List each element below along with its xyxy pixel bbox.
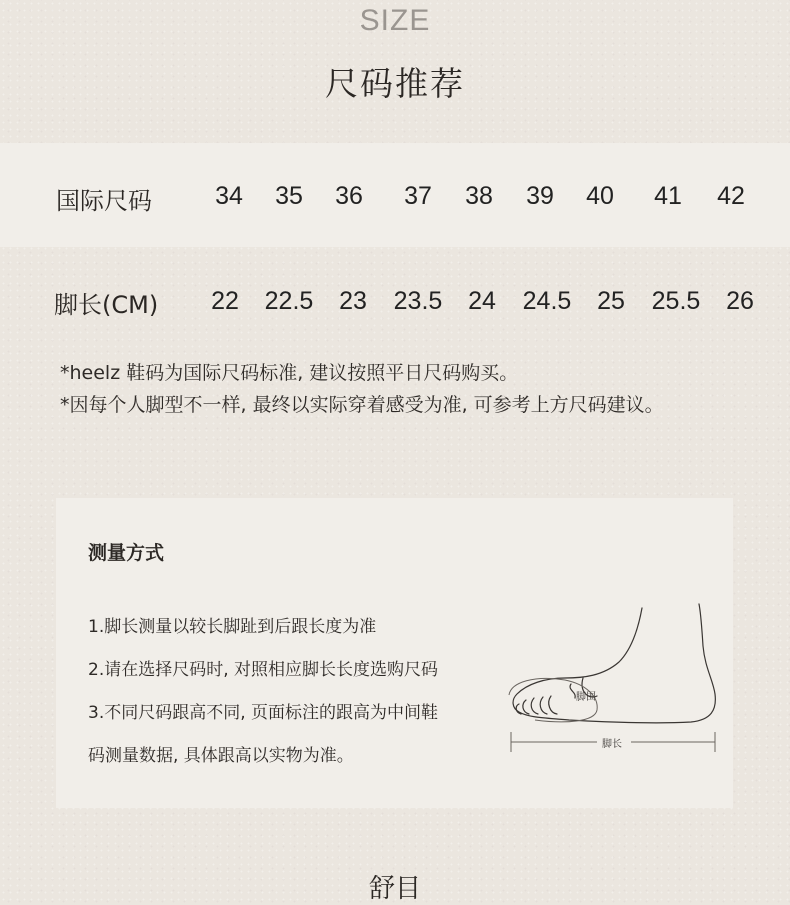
intl-size-cell: 34 <box>215 182 243 210</box>
intl-size-cell: 39 <box>526 182 554 210</box>
size-heading: SIZE <box>359 4 431 37</box>
foot-length-cell: 25 <box>597 287 625 315</box>
measure-step: 码测量数据, 具体跟高以实物为准。 <box>88 746 354 766</box>
foot-length-cell: 22 <box>211 287 239 315</box>
intl-size-cell: 37 <box>404 182 432 210</box>
size-note: *heelz 鞋码为国际尺码标准, 建议按照平日尺码购买。 <box>60 362 519 384</box>
intl-size-cell: 40 <box>586 182 614 210</box>
foot-diagram <box>505 600 725 764</box>
foot-length-label: 脚长(CM) <box>54 291 159 319</box>
intl-size-cell: 42 <box>717 182 745 210</box>
measure-title: 测量方式 <box>88 542 165 564</box>
foot-length-cell: 25.5 <box>651 287 701 315</box>
girth-label: 脚围 <box>576 692 596 703</box>
intl-size-cell: 36 <box>335 182 363 210</box>
foot-length-cell: 26 <box>726 287 754 315</box>
measure-step: 3.不同尺码跟高不同, 页面标注的跟高为中间鞋 <box>88 703 439 723</box>
intl-size-cell: 41 <box>654 182 682 210</box>
foot-length-cell: 23 <box>339 287 367 315</box>
intl-size-label: 国际尺码 <box>56 187 152 215</box>
foot-length-cell: 22.5 <box>264 287 314 315</box>
intl-size-cell: 38 <box>465 182 493 210</box>
page-title: 尺码推荐 <box>325 64 465 103</box>
foot-length-cell: 24.5 <box>522 287 572 315</box>
intl-size-cell: 35 <box>275 182 303 210</box>
foot-length-cell: 23.5 <box>393 287 443 315</box>
foot-length-cell: 24 <box>468 287 496 315</box>
measure-step: 1.脚长测量以较长脚趾到后跟长度为准 <box>88 617 377 637</box>
length-label: 脚长 <box>602 739 622 750</box>
fit-note: *因每个人脚型不一样, 最终以实际穿着感受为准, 可参考上方尺码建议。 <box>60 394 664 416</box>
next-section-heading: 舒目 <box>368 874 421 904</box>
measure-step: 2.请在选择尺码时, 对照相应脚长长度选购尺码 <box>88 660 439 680</box>
